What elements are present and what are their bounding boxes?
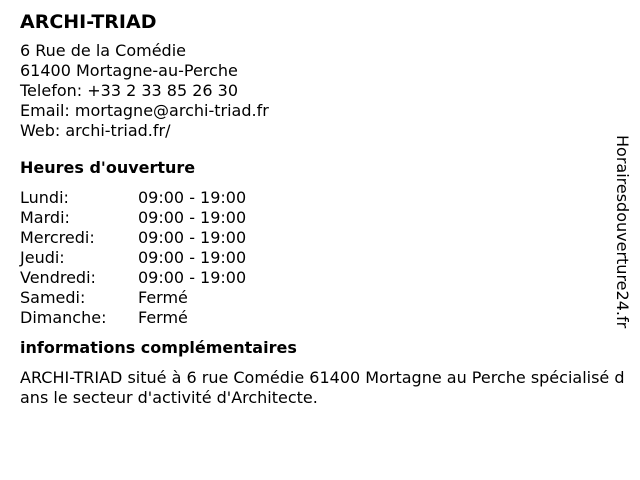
address-line-2: 61400 Mortagne-au-Perche <box>20 61 238 80</box>
time-value: Fermé <box>138 308 188 327</box>
day-label: Jeudi: <box>20 248 65 267</box>
time-value: 09:00 - 19:00 <box>138 268 247 287</box>
hours-row-thursday <box>20 248 626 268</box>
hours-row-tuesday <box>20 208 626 228</box>
time-value: 09:00 - 19:00 <box>138 228 247 247</box>
time-value: 09:00 - 19:00 <box>138 248 247 267</box>
day-label: Mardi: <box>20 208 70 227</box>
day-label: Samedi: <box>20 288 86 307</box>
site-watermark: Horairesdouverture24.fr <box>613 135 632 329</box>
hours-row-wednesday <box>20 228 626 248</box>
business-card <box>20 10 626 408</box>
address-line-1: 6 Rue de la Comédie <box>20 41 186 60</box>
time-value: 09:00 - 19:00 <box>138 188 247 207</box>
business-description: ARCHI-TRIAD situé à 6 rue Comédie 61400 Mortagne au Perche spécialisé dans le secteur d'activité d'Architecte. <box>20 368 625 407</box>
day-label: Lundi: <box>20 188 69 207</box>
day-label: Mercredi: <box>20 228 95 247</box>
opening-hours-table <box>20 188 626 328</box>
phone-line: Telefon: +33 2 33 85 26 30 <box>20 81 239 100</box>
time-value: 09:00 - 19:00 <box>138 208 247 227</box>
day-label: Dimanche: <box>20 308 107 327</box>
additional-info-heading: informations complémentaires <box>20 338 297 357</box>
day-label: Vendredi: <box>20 268 96 287</box>
opening-hours-heading: Heures d'ouverture <box>20 158 196 177</box>
hours-row-sunday <box>20 308 626 328</box>
hours-row-friday <box>20 268 626 288</box>
hours-row-saturday <box>20 288 626 308</box>
email-line: Email: mortagne@archi-triad.fr <box>20 101 269 120</box>
time-value: Fermé <box>138 288 188 307</box>
business-name: ARCHI-TRIAD <box>20 11 157 33</box>
contact-block <box>20 41 626 141</box>
web-line: Web: archi-triad.fr/ <box>20 121 171 140</box>
hours-row-monday <box>20 188 626 208</box>
